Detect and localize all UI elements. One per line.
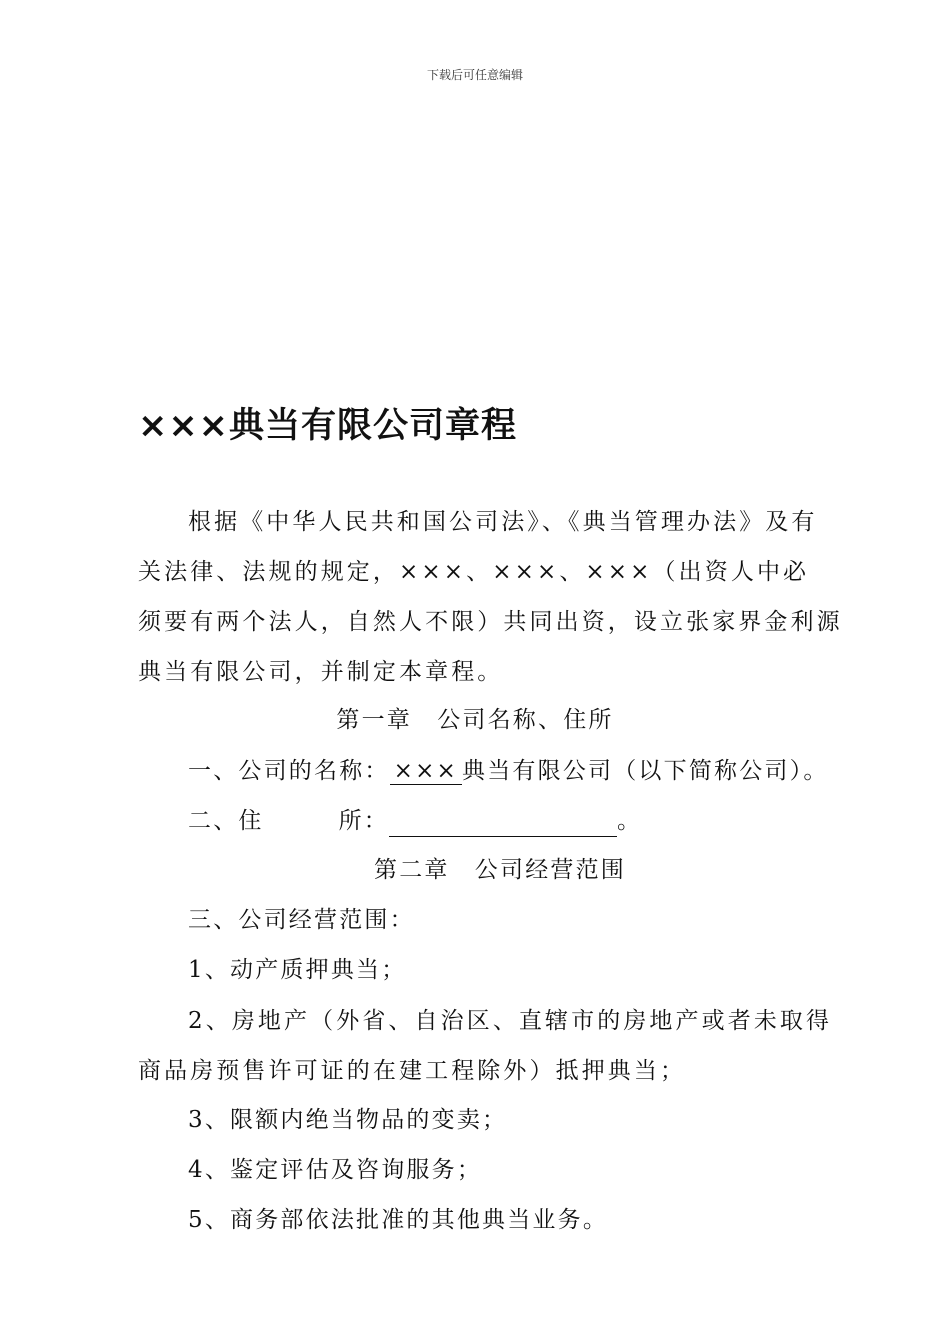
company-name-clause [188, 755, 829, 787]
scope-item: 5、商务部依法批准的其他典当业务。 [188, 1207, 609, 1233]
company-name-blank: ××× [390, 758, 462, 785]
address-end: 。 [617, 808, 643, 834]
intro-line: 典当有限公司，并制定本章程。 [138, 659, 504, 685]
intro-paragraph [138, 497, 843, 697]
address-clause [188, 805, 642, 837]
scope-item: 3、限额内绝当物品的变卖； [188, 1107, 508, 1133]
address-blank [389, 810, 617, 837]
scope-item-continued: 商品房预售许可证的在建工程除外）抵押典当； [138, 1058, 687, 1084]
address-label-part: 所： [338, 808, 390, 834]
company-name-label: 一、公司的名称： [188, 758, 390, 784]
intro-line: 须要有两个法人，自然人不限）共同出资，设立张家界金利源 [138, 609, 843, 635]
chapter-1-heading: 第一章 公司名称、住所 [336, 707, 614, 733]
scope-item: 4、鉴定评估及咨询服务； [188, 1157, 483, 1183]
chapter-2-heading: 第二章 公司经营范围 [374, 857, 626, 883]
intro-line: 关法律、法规的规定，×××、×××、×××（出资人中必 [138, 559, 810, 585]
scope-item-multiline [138, 996, 838, 1096]
address-label-part: 二、住 [188, 808, 264, 834]
page-header-note: 下载后可任意编辑 [426, 68, 523, 82]
document-title: ×××典当有限公司章程 [138, 406, 517, 446]
business-scope-label: 三、公司经营范围： [188, 907, 415, 933]
intro-line: 根据《中华人民共和国公司法》、《典当管理办法》及有 [188, 509, 818, 535]
scope-item: 1、动产质押典当； [188, 957, 407, 983]
company-name-suffix: 典当有限公司（以下简称公司）。 [462, 758, 829, 784]
scope-item: 2、房地产（外省、自治区、直辖市的房地产或者未取得 [188, 1008, 833, 1034]
